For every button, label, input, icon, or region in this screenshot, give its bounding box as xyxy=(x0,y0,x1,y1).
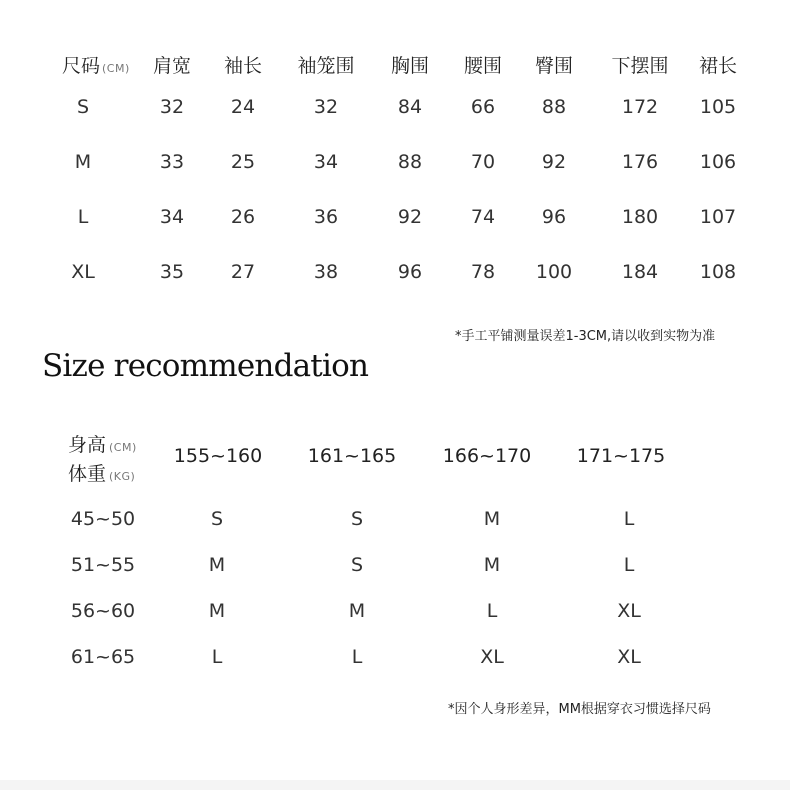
recommendation-note: *因个人身形差异，MM根据穿衣习惯选择尺码 xyxy=(448,702,711,717)
size-name-cell: XL xyxy=(71,261,95,283)
measurement-cell: 172 xyxy=(621,96,659,118)
measurement-cell: 32 xyxy=(159,96,185,118)
section-title: Size recommendation xyxy=(42,348,369,384)
measurement-cell: 66 xyxy=(470,96,496,118)
recommended-size-cell: XL xyxy=(617,600,641,622)
recommended-size-cell: M xyxy=(348,600,366,622)
weight-range-cell: 51~55 xyxy=(70,554,136,576)
size-name-cell: M xyxy=(74,151,92,173)
measurement-cell: 105 xyxy=(699,96,737,118)
size-unit: (CM) xyxy=(102,62,130,75)
measurement-cell: 27 xyxy=(230,261,256,283)
measurement-cell: 106 xyxy=(699,151,737,173)
measure-header: 肩宽 xyxy=(152,55,192,77)
height-range-header: 171~175 xyxy=(576,445,666,467)
bottom-divider xyxy=(0,780,790,790)
height-range-header: 155~160 xyxy=(173,445,263,467)
measure-header: 腰围 xyxy=(463,55,503,77)
size-name-cell: S xyxy=(76,96,90,118)
measure-header: 下摆围 xyxy=(611,55,669,77)
height-unit: (CM) xyxy=(109,441,137,454)
measurement-cell: 38 xyxy=(313,261,339,283)
measurement-cell: 35 xyxy=(159,261,185,283)
measurement-cell: 34 xyxy=(313,151,339,173)
recommended-size-cell: S xyxy=(210,508,224,530)
weight-range-cell: 45~50 xyxy=(70,508,136,530)
recommended-size-cell: M xyxy=(208,554,226,576)
measurement-cell: 96 xyxy=(397,261,423,283)
recommended-size-cell: M xyxy=(483,508,501,530)
measurement-cell: 74 xyxy=(470,206,496,228)
measure-header: 裙长 xyxy=(698,55,738,77)
weight-unit: (KG) xyxy=(109,470,136,483)
recommended-size-cell: L xyxy=(211,646,223,668)
measurement-cell: 92 xyxy=(541,151,567,173)
recommended-size-cell: S xyxy=(350,508,364,530)
measurement-cell: 26 xyxy=(230,206,256,228)
measurement-cell: 36 xyxy=(313,206,339,228)
size-column-header xyxy=(62,51,130,78)
measure-header: 胸围 xyxy=(390,55,430,77)
height-weight-header xyxy=(68,432,137,490)
measurement-cell: 70 xyxy=(470,151,496,173)
measure-header: 袖长 xyxy=(223,55,263,77)
measurement-cell: 78 xyxy=(470,261,496,283)
measurement-cell: 33 xyxy=(159,151,185,173)
measurement-cell: 84 xyxy=(397,96,423,118)
recommended-size-cell: M xyxy=(208,600,226,622)
measurement-cell: 25 xyxy=(230,151,256,173)
weight-range-cell: 61~65 xyxy=(70,646,136,668)
weight-range-cell: 56~60 xyxy=(70,600,136,622)
measurement-cell: 180 xyxy=(621,206,659,228)
measurement-cell: 88 xyxy=(541,96,567,118)
recommended-size-cell: XL xyxy=(480,646,504,668)
measurement-cell: 32 xyxy=(313,96,339,118)
measurement-cell: 108 xyxy=(699,261,737,283)
measurement-cell: 34 xyxy=(159,206,185,228)
measurement-cell: 184 xyxy=(621,261,659,283)
size-name-cell: L xyxy=(77,206,89,228)
measurement-note: *手工平铺测量误差1-3CM,请以收到实物为准 xyxy=(455,329,716,344)
recommended-size-cell: L xyxy=(623,508,635,530)
measurement-cell: 100 xyxy=(535,261,573,283)
size-label: 尺码 xyxy=(62,55,101,77)
height-range-header: 161~165 xyxy=(307,445,397,467)
measurement-cell: 176 xyxy=(621,151,659,173)
measurement-cell: 107 xyxy=(699,206,737,228)
measurement-cell: 92 xyxy=(397,206,423,228)
recommended-size-cell: XL xyxy=(617,646,641,668)
measurement-cell: 88 xyxy=(397,151,423,173)
recommended-size-cell: L xyxy=(486,600,498,622)
recommended-size-cell: M xyxy=(483,554,501,576)
recommended-size-cell: L xyxy=(351,646,363,668)
height-label: 身高 xyxy=(68,434,107,456)
measurement-cell: 96 xyxy=(541,206,567,228)
weight-label: 体重 xyxy=(68,463,107,485)
measurement-cell: 24 xyxy=(230,96,256,118)
recommended-size-cell: L xyxy=(623,554,635,576)
height-range-header: 166~170 xyxy=(442,445,532,467)
measure-header: 臀围 xyxy=(534,55,574,77)
recommended-size-cell: S xyxy=(350,554,364,576)
measure-header: 袖笼围 xyxy=(297,55,355,77)
